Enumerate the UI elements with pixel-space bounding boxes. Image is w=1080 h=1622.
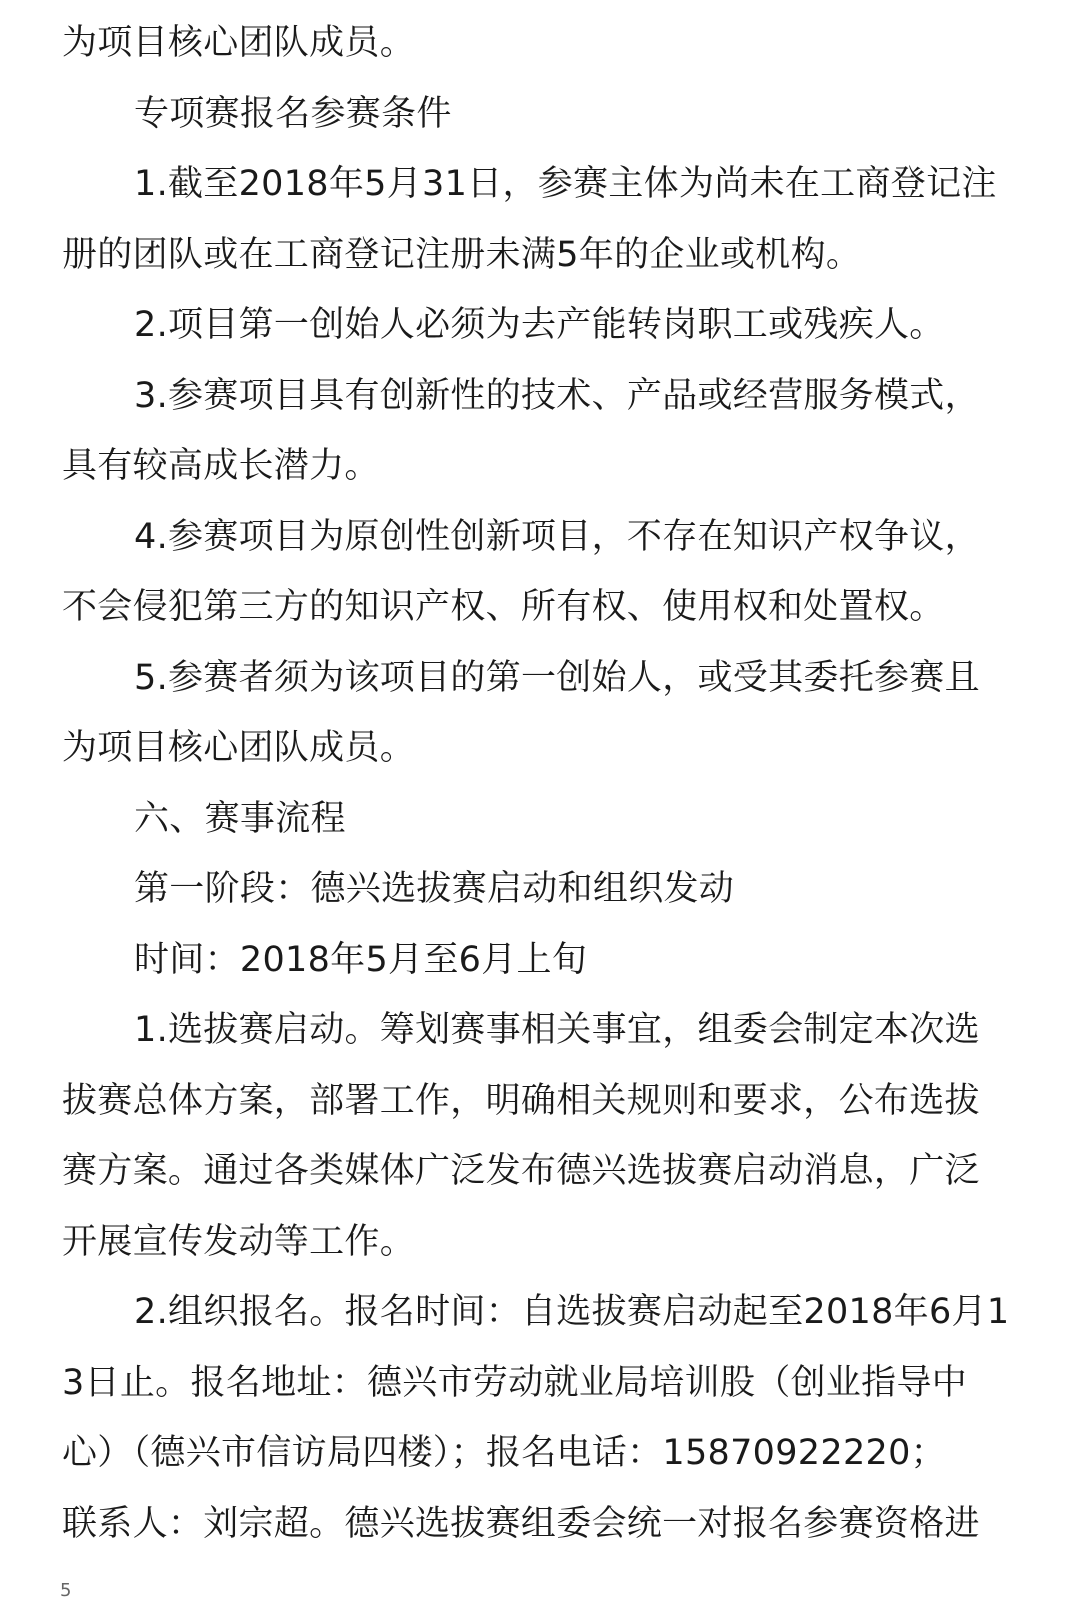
- section-heading-process: 六、赛事流程: [134, 798, 346, 839]
- text-line-step-2-cont-c: 联系人：刘宗超。德兴选拔赛组委会统一对报名参赛资格进: [62, 1503, 980, 1544]
- text-line-item-1-cont: 册的团队或在工商登记注册未满5年的企业或机构。: [62, 234, 862, 275]
- stage-heading-1: 第一阶段：德兴选拔赛启动和组织发动: [134, 869, 735, 909]
- text-line-step-1-cont-c: 开展宣传发动等工作。: [62, 1221, 416, 1262]
- page-number: 5: [60, 1580, 72, 1601]
- stage-time: 时间：2018年5月至6月上旬: [134, 939, 588, 980]
- text-line-item-5-cont: 为项目核心团队成员。: [62, 728, 416, 768]
- text-line-step-2-cont-b: 心）（德兴市信访局四楼）；报名电话：15870922220；: [62, 1433, 946, 1473]
- text-line-step-1: 1.选拔赛启动。筹划赛事相关事宜，组委会制定本次选: [134, 1010, 980, 1050]
- text-line-step-2: 2.组织报名。报名时间：自选拔赛启动起至2018年6月1: [134, 1292, 1010, 1332]
- text-line-item-3: 3.参赛项目具有创新性的技术、产品或经营服务模式，: [134, 375, 980, 416]
- text-line-item-1: 1.截至2018年5月31日，参赛主体为尚未在工商登记注: [134, 164, 997, 204]
- document-body: [62, 8, 1022, 1559]
- text-line-item-4-cont: 不会侵犯第三方的知识产权、所有权、使用权和处置权。: [62, 587, 945, 627]
- section-heading-conditions: 专项赛报名参赛条件: [134, 93, 452, 134]
- text-line-step-1-cont-b: 赛方案。通过各类媒体广泛发布德兴选拔赛启动消息，广泛: [62, 1151, 980, 1191]
- text-line-step-1-cont-a: 拔赛总体方案，部署工作，明确相关规则和要求，公布选拔: [62, 1080, 980, 1121]
- text-line-item-4: 4.参赛项目为原创性创新项目，不存在知识产权争议，: [134, 516, 980, 557]
- text-line-continuation: 为项目核心团队成员。: [62, 23, 416, 63]
- text-line-item-3-cont: 具有较高成长潜力。: [62, 446, 380, 486]
- text-line-step-2-cont-a: 3日止。报名地址：德兴市劳动就业局培训股（创业指导中: [62, 1362, 968, 1403]
- text-line-item-2: 2.项目第一创始人必须为去产能转岗职工或残疾人。: [134, 305, 945, 345]
- text-line-item-5: 5.参赛者须为该项目的第一创始人，或受其委托参赛且: [134, 657, 980, 698]
